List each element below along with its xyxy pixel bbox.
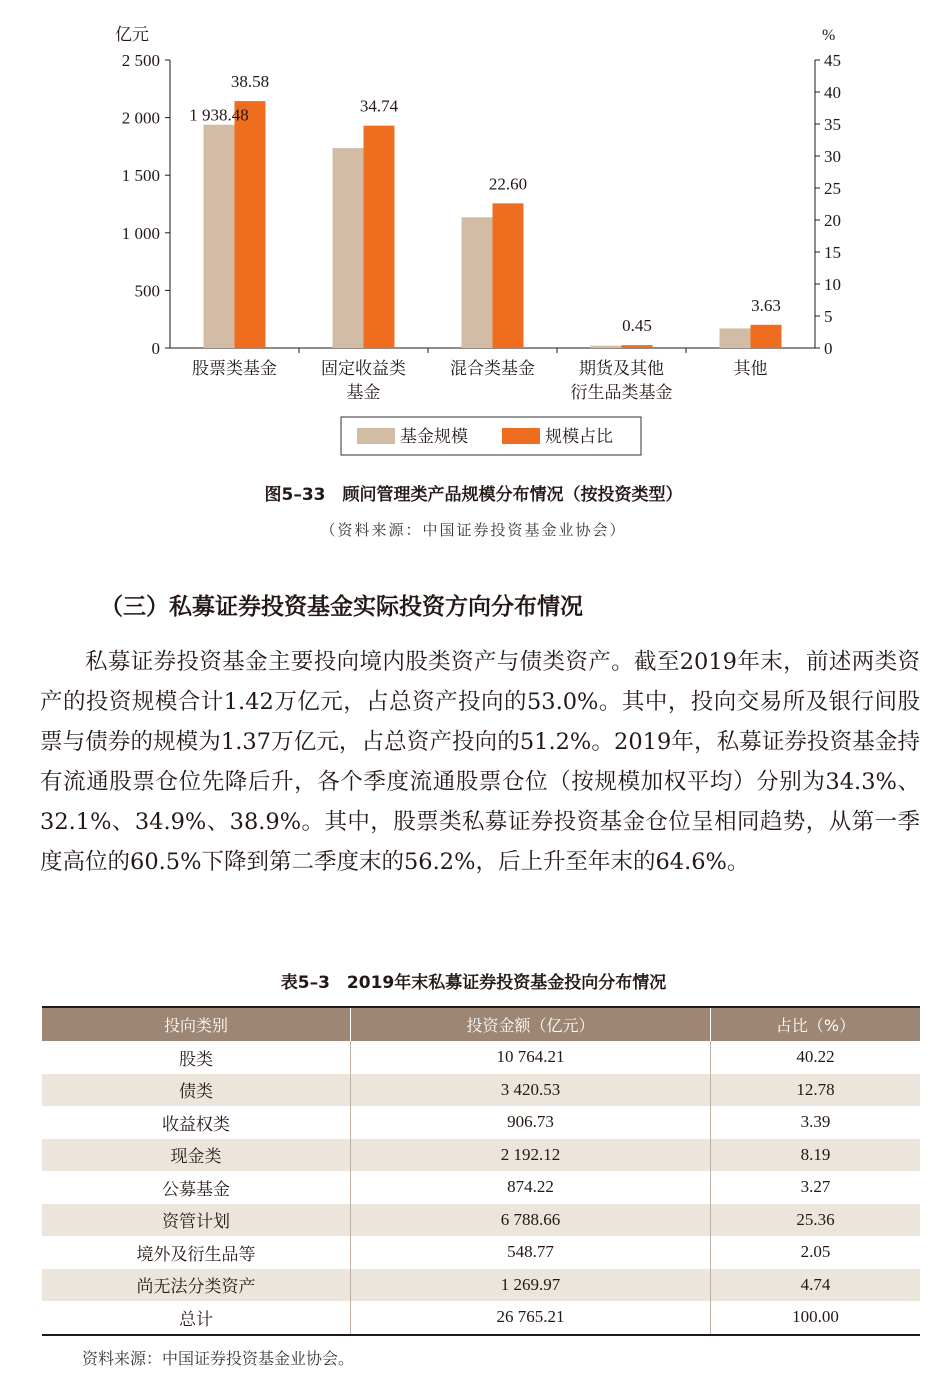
left-axis-unit: 亿元 (115, 25, 149, 44)
cell-share: 100.00 (711, 1301, 921, 1335)
bar-fund-scale (462, 217, 493, 348)
cell-category: 公募基金 (162, 1179, 230, 1199)
category-label: 基金 (346, 383, 381, 402)
table-row (42, 1139, 920, 1172)
category-label: 期货及其他 (579, 359, 664, 378)
data-label-scale-share: 22.60 (488, 174, 528, 194)
cell-category: 股类 (179, 1049, 213, 1069)
cell-amount: 874.22 (351, 1171, 711, 1204)
cell-category: 现金类 (42, 1139, 351, 1172)
cell-amount: 10 764.21 (351, 1041, 711, 1074)
bar-scale-share (751, 325, 782, 348)
bar-fund-scale (204, 125, 235, 348)
cell-category: 总计 (179, 1309, 213, 1329)
cell-category: 境外及衍生品等 (136, 1244, 256, 1264)
legend-label-fund-scale: 基金规模 (400, 427, 468, 446)
right-tick-label: 40 (824, 83, 841, 102)
table-row (42, 1106, 920, 1139)
bar-scale-share (622, 345, 653, 348)
table-source: 资料来源：中国证券投资基金业协会。 (82, 1349, 355, 1368)
data-label-scale-share: 38.58 (230, 72, 270, 92)
left-tick-label: 500 (134, 281, 160, 301)
cell-share: 40.22 (711, 1041, 921, 1074)
cell-share: 3.27 (711, 1171, 921, 1204)
right-tick-label: 5 (824, 307, 833, 326)
data-label-fund-scale: 1 938.48 (189, 105, 249, 125)
cell-category: 资管计划 (42, 1204, 351, 1237)
cell-category: 收益权类 (162, 1114, 230, 1134)
table-title: 表5–3 2019年末私募证券投资基金投向分布情况 (280, 973, 667, 993)
figure-title: 图5–33 顾问管理类产品规模分布情况（按投资类型） (264, 485, 683, 505)
table-row (42, 1204, 920, 1237)
category-label: 其他 (733, 359, 768, 378)
right-tick-label: 0 (824, 339, 833, 358)
section-heading: （三）私募证券投资基金实际投资方向分布情况 (100, 593, 583, 620)
category-label: 股票类基金 (192, 359, 277, 378)
right-tick-label: 35 (824, 115, 841, 134)
cell-share: 2.05 (711, 1236, 921, 1269)
left-tick-label: 0 (151, 339, 160, 358)
right-tick-label: 20 (824, 211, 841, 230)
left-tick-label: 1 500 (121, 166, 160, 186)
category-label: 固定收益类 (321, 359, 406, 378)
right-tick-label: 15 (824, 243, 841, 262)
cell-amount: 548.77 (351, 1236, 711, 1269)
paragraph-text: 私募证券投资基金主要投向境内股类资产与债类资产。截至2019年末，前述两类资产的投资规模合计1.42万亿元，占总资产投向的53.0%。其中，投向交易所及银行间股票与债券的规模为1.37万亿元，占总资产投向的51.2%。2019年，私募证券投资基金持有流通股票仓位先降后升，各个季度流通股票仓位（按规模加权平均）分别为34.3%、32.1%、34.9%、38.9%。其中，股票类私募证券投资基金仓位呈相同趋势，从第一季度高位的60.5%下降到第二季度末的56.2%，后上升至年末的64.6%。 (40, 649, 920, 875)
cell-amount: 26 765.21 (351, 1301, 711, 1335)
bar-scale-share (493, 203, 524, 348)
left-tick-label: 2 500 (121, 51, 160, 70)
header-amount: 投资金额（亿元） (351, 1007, 711, 1041)
left-tick-label: 1 000 (121, 223, 160, 243)
left-tick-label: 2 000 (121, 108, 160, 128)
cell-share: 12.78 (711, 1074, 921, 1107)
category-label: 混合类基金 (450, 359, 535, 378)
bar-fund-scale (333, 148, 364, 348)
legend-swatch-fund-scale (357, 428, 395, 444)
bar-scale-share (235, 101, 266, 348)
bar-fund-scale (591, 346, 622, 348)
table-row (42, 1236, 920, 1269)
header-share: 占比（%） (711, 1007, 921, 1041)
table-row (42, 1041, 920, 1074)
cell-share: 3.39 (711, 1106, 921, 1139)
cell-category: 尚无法分类资产 (42, 1269, 351, 1302)
figure-source: （资料来源：中国证券投资基金业协会） (320, 521, 627, 539)
table-row (42, 1074, 920, 1107)
cell-amount: 906.73 (351, 1106, 711, 1139)
cell-share: 25.36 (711, 1204, 921, 1237)
bar-scale-share (364, 126, 395, 348)
cell-amount: 6 788.66 (351, 1204, 711, 1237)
right-axis-unit: % (822, 27, 836, 44)
cell-amount: 3 420.53 (351, 1074, 711, 1107)
table-header-row (42, 1007, 920, 1041)
cell-share: 4.74 (711, 1269, 921, 1302)
cell-amount: 1 269.97 (351, 1269, 711, 1302)
table-row (42, 1301, 920, 1335)
category-label: 衍生品类基金 (570, 383, 673, 402)
data-label-scale-share: 34.74 (359, 96, 399, 116)
data-label-scale-share: 3.63 (751, 295, 781, 315)
legend-label-scale-share: 规模占比 (545, 427, 613, 446)
data-label-scale-share: 0.45 (622, 316, 652, 336)
cell-category: 债类 (42, 1074, 351, 1107)
right-tick-label: 30 (824, 147, 841, 166)
cell-amount: 2 192.12 (351, 1139, 711, 1172)
right-tick-label: 10 (824, 275, 841, 294)
header-category: 投向类别 (42, 1007, 351, 1041)
right-tick-label: 45 (824, 51, 841, 70)
table-row (42, 1269, 920, 1302)
bar-fund-scale (720, 328, 751, 348)
data-table (42, 1006, 920, 1336)
table-row (42, 1171, 920, 1204)
body-paragraph (40, 642, 920, 882)
legend-swatch-scale-share (502, 428, 540, 444)
right-tick-label: 25 (824, 179, 841, 198)
cell-share: 8.19 (711, 1139, 921, 1172)
bar-chart (0, 0, 947, 470)
